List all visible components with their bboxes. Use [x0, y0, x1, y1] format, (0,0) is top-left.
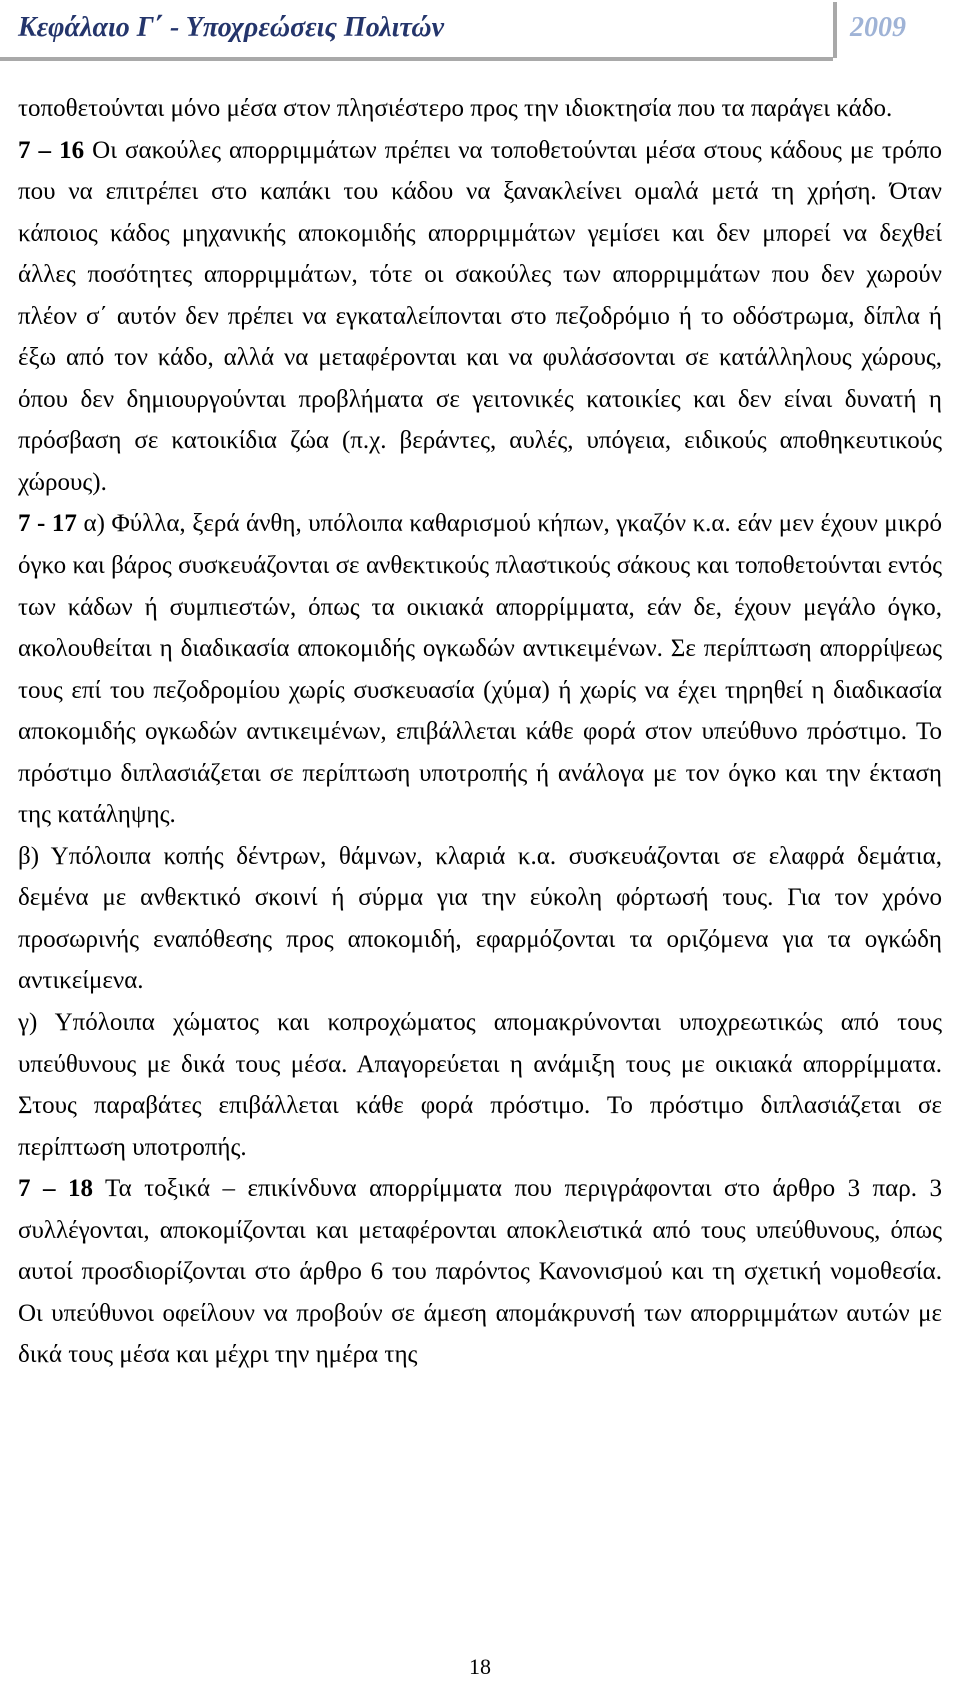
header-divider — [833, 2, 837, 58]
paragraph-7-17: 7 - 17 α) Φύλλα, ξερά άνθη, υπόλοιπα καθαρισμού κήπων, γκαζόν κ.α. εάν μεν έχουν μικρό όγκο και βάρος συσκευάζονται σε ανθεκτικούς πλαστικούς σάκους και τοποθετούνται εντός των κάδων ή συμπιεστών, όπως τα οικιακά απορρίμματα, εάν δε, έχουν μεγάλο όγκο, ακολουθείται η διαδικασία αποκομιδής ογκωδών αντικειμένων. Σε περίπτωση απορρίψεως τους επί του πεζοδρομίου χωρίς συσκευασία (χύμα) ή χωρίς να έχει τηρηθεί η διαδικασία αποκομιδής ογκωδών αντικειμένων, επιβάλλεται κάθε φορά στον υπεύθυνο πρόστιμο. Το πρόστιμο διπλασιάζεται σε περίπτωση υποτροπής ή ανάλογα με τον όγκο και την έκταση της κατάληψης. — [18, 510, 942, 829]
article-number: 7 - 17 — [18, 510, 77, 538]
paragraph-continuation: τοποθετούνται μόνο μέσα στον πλησιέστερο προς την ιδιοκτησία που τα παράγει κάδο. — [18, 95, 893, 122]
chapter-title: Κεφάλαιο Γ΄ - Υποχρεώσεις Πολιτών — [18, 12, 445, 43]
header-year: 2009 — [850, 12, 906, 43]
paragraph-7-16: 7 – 16 Οι σακούλες απορριμμάτων πρέπει να τοποθετούνται μέσα στους κάδους με τρόπο που να επιτρέπει στο καπάκι του κάδου να ξανακλείνει ομαλά μετά τη χρήση. Όταν κάποιος κάδος μηχανικής αποκομιδής απορριμμάτων γεμίσει και δεν μπορεί να δεχθεί άλλες ποσότητες απορριμμάτων, τότε οι σακούλες των απορριμμάτων που δεν χωρούν πλέον σ΄ αυτόν δεν πρέπει να εγκαταλείπονται στο πεζοδρόμιο ή το οδόστρωμα, δίπλα ή έξω από τον κάδο, αλλά να μεταφέρονται και να φυλάσσονται σε κατάλληλους χώρους, όπου δεν δημιουργούνται προβλήματα σε γειτονικές κατοικίες και δεν είναι δυνατή η πρόσβαση σε κατοικίδια ζώα (π.χ. βεράντες, αυλές, υπόγεια, ειδικούς αποθηκευτικούς χώρους). — [18, 136, 942, 496]
page-header — [0, 0, 960, 60]
page-number: 18 — [469, 1654, 491, 1679]
article-number: 7 – 18 — [18, 1175, 93, 1203]
header-rule — [0, 57, 833, 61]
article-number: 7 – 16 — [18, 136, 85, 164]
paragraph-7-17-b: β) Υπόλοιπα κοπής δέντρων, θάμνων, κλαριά κ.α. συσκευάζονται σε ελαφρά δεμάτια, δεμένα με ανθεκτικό σκοινί ή σύρμα για την εύκολη φόρτωσή τους. Για τον χρόνο προσωρινής εναπόθεσης προς αποκομιδή, εφαρμόζονται τα οριζόμενα για τα ογκώδη αντικείμενα. — [18, 842, 942, 995]
paragraph-7-18: 7 – 18 Τα τοξικά – επικίνδυνα απορρίμματα που περιγράφονται στο άρθρο 3 παρ. 3 συλλέγονται, αποκομίζονται και μεταφέρονται αποκλειστικά από τους υπεύθυνους, όπως αυτοί προσδιορίζονται στο άρθρο 6 του παρόντος Κανονισμού και τη σχετική νομοθεσία. Οι υπεύθυνοι οφείλουν να προβούν σε άμεση απομάκρυνσή των απορριμμάτων αυτών με δικά τους μέσα και μέχρι την ημέρα της — [18, 1175, 942, 1369]
body-text — [18, 88, 942, 1376]
paragraph-7-17-c: γ) Υπόλοιπα χώματος και κοπροχώματος απομακρύνονται υποχρεωτικώς από τους υπεύθυνους με δικά τους μέσα. Απαγορεύεται η ανάμιξη τους με οικιακά απορρίμματα. Στους παραβάτες επιβάλλεται κάθε φορά πρόστιμο. Το πρόστιμο διπλασιάζεται σε περίπτωση υποτροπής. — [18, 1009, 942, 1161]
